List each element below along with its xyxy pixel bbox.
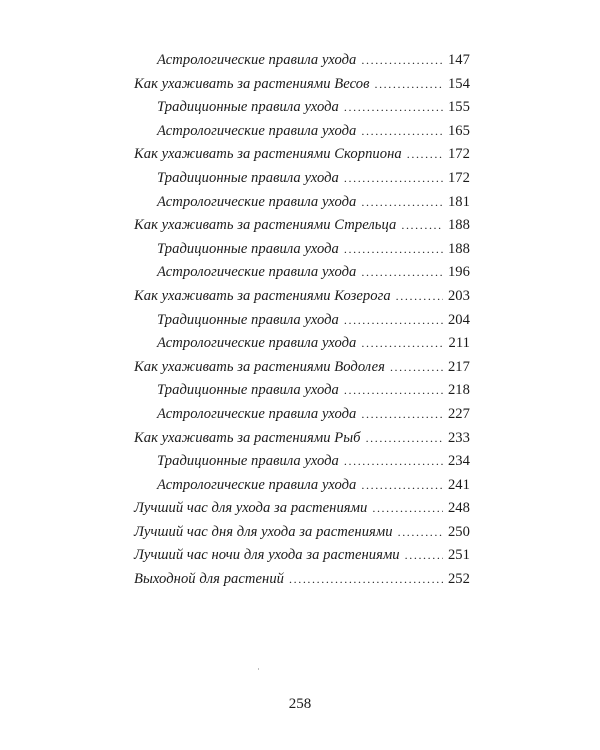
toc-entry [134,477,470,501]
toc-entry [134,406,470,430]
toc-leader-dots [361,265,443,280]
toc-entry [134,547,470,571]
toc-entry-title: Лучший час ночи для ухода за растениями [134,547,400,564]
table-of-contents [134,52,470,595]
toc-entry-page: 154 [447,75,470,92]
toc-entry-page: 165 [447,122,470,139]
toc-entry-page: 218 [447,382,470,399]
toc-entry-page: 251 [447,547,470,564]
toc-entry-page: 211 [448,335,470,352]
toc-leader-dots [398,525,443,540]
toc-entry-title: Традиционные правила ухода [157,169,339,186]
toc-entry-page: 172 [447,146,470,163]
toc-entry-page: 155 [447,99,470,116]
toc-entry [134,288,470,312]
toc-entry-title: Традиционные правила ухода [157,311,339,328]
toc-entry-page: 233 [447,429,470,446]
toc-entry-title: Астрологические правила ухода [157,193,357,210]
toc-entry-page: 147 [447,52,470,68]
toc-entry-title: Лучший час для ухода за растениями [134,500,368,517]
toc-entry [134,571,470,595]
toc-leader-dots [289,572,443,587]
toc-entry-title: Астрологические правила ухода [157,335,357,352]
toc-entry [134,217,470,241]
toc-entry-title: Традиционные правила ухода [157,382,339,399]
toc-entry-page: 172 [447,169,470,186]
toc-entry-page: 188 [447,217,470,234]
toc-entry [134,99,470,123]
toc-entry [134,382,470,406]
toc-entry [134,194,470,218]
toc-leader-dots [361,195,443,210]
toc-entry-page: 188 [447,240,470,257]
toc-leader-dots [396,289,443,304]
toc-entry-title: Как ухаживать за растениями Стрельца [134,217,397,234]
toc-leader-dots [344,383,443,398]
toc-leader-dots [405,548,443,563]
toc-entry [134,335,470,359]
toc-leader-dots [374,77,443,92]
toc-entry [134,146,470,170]
page-number: 258 [288,696,312,712]
toc-entry [134,500,470,524]
toc-leader-dots [407,147,443,162]
toc-entry-title: Как ухаживать за растениями Скорпиона [134,146,402,163]
toc-entry-page: 227 [447,405,470,422]
toc-entry-title: Астрологические правила ухода [157,405,357,422]
toc-entry [134,170,470,194]
toc-entry-title: Астрологические правила ухода [157,52,357,68]
toc-entry-page: 252 [447,571,470,588]
toc-entry-title: Лучший час дня для ухода за растениями [134,523,393,540]
toc-entry [134,241,470,265]
toc-entry [134,430,470,454]
toc-entry [134,524,470,548]
toc-entry-page: 234 [447,453,470,470]
toc-entry-title: Астрологические правила ухода [157,122,357,139]
toc-entry-title: Традиционные правила ухода [157,99,339,116]
toc-entry [134,312,470,336]
toc-leader-dots [390,360,443,375]
toc-entry-page: 181 [447,193,470,210]
toc-entry-title: Астрологические правила ухода [157,264,357,281]
toc-entry-page: 248 [447,500,470,517]
toc-entry-title: Выходной для растений [134,571,285,588]
toc-leader-dots [361,478,443,493]
toc-entry [134,264,470,288]
toc-entry [134,52,470,76]
toc-leader-dots [344,100,443,115]
toc-entry-title: Как ухаживать за растениями Козерога [134,287,391,304]
toc-entry-title: Астрологические правила ухода [157,476,357,493]
toc-leader-dots [344,454,443,469]
toc-entry-title: Как ухаживать за растениями Водолея [134,358,385,375]
toc-leader-dots [361,336,443,351]
toc-entry [134,76,470,100]
toc-entry [134,123,470,147]
toc-entry-page: 204 [447,311,470,328]
toc-leader-dots [366,431,443,446]
toc-leader-dots [372,501,443,516]
toc-entry-page: 203 [447,287,470,304]
toc-entry-page: 196 [447,264,470,281]
toc-entry-title: Как ухаживать за растениями Рыб [134,429,361,446]
toc-leader-dots [344,171,443,186]
toc-leader-dots [361,407,443,422]
toc-entry-title: Традиционные правила ухода [157,240,339,257]
toc-entry-page: 217 [447,358,470,375]
toc-leader-dots [401,218,443,233]
toc-leader-dots [361,53,443,68]
toc-leader-dots [344,242,443,257]
toc-entry-title: Как ухаживать за растениями Весов [134,75,370,92]
toc-leader-dots [361,124,443,139]
toc-entry-title: Традиционные правила ухода [157,453,339,470]
print-speck [258,668,259,670]
toc-entry-page: 250 [447,523,470,540]
toc-entry-page: 241 [447,476,470,493]
toc-entry [134,453,470,477]
toc-entry [134,359,470,383]
toc-leader-dots [344,313,443,328]
